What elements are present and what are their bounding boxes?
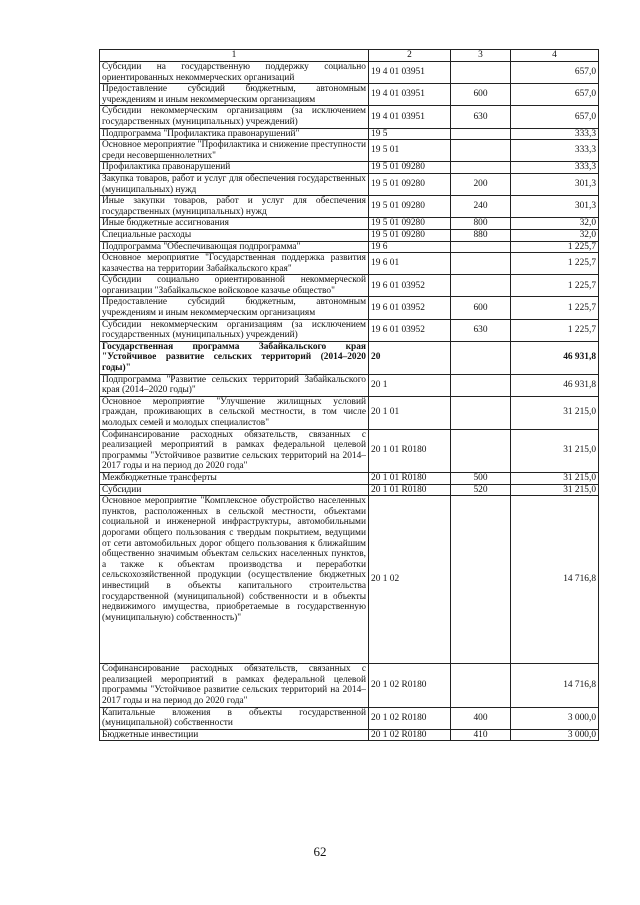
row-type-cell <box>451 374 511 396</box>
table-header-row <box>100 50 599 62</box>
header-col-1: 1 <box>100 50 369 62</box>
row-name-cell: Основное мероприятие "Комплексное обустройство населенных пунктов, расположенных в сельской местности, объектами социальной и инженерной инфраструктуры, автомобильными дорогами общего пользования с твердым покрытием, ведущими от сети автомобильных дорог общего пользования к ближайшим общественно значимым объектам сельских населенных пунктов, а также к объектам производства и переработки сельскохозяйственной продукции (осуществление бюджетных инвестиций в объекты капитального строительства государственной (муниципальной) собственности и в объекты недвижимого имущества, приобретаемые в государственную (муниципальную) собственность)" <box>100 496 369 664</box>
row-code-cell: 19 5 01 09280 <box>369 173 451 195</box>
row-type-cell <box>451 341 511 374</box>
row-name-cell: Софинансирование расходных обязательств, связанных с реализацией мероприятий в рамках федеральной целевой программы "Устойчивое развитие сельских территорий на 2014–2017 годы и на период до 2020 года" <box>100 664 369 707</box>
header-col-2: 2 <box>369 50 451 62</box>
row-name-cell: Профилактика правонарушений <box>100 162 369 174</box>
row-sum-cell: 657,0 <box>511 84 599 106</box>
row-name-cell: Субсидии социально ориентированной некоммерческой организации "Забайкальское войсковое казачье общество" <box>100 275 369 297</box>
row-code-cell: 20 1 01 R0180 <box>369 429 451 472</box>
row-type-cell <box>451 128 511 140</box>
page-number: 62 <box>313 844 327 859</box>
row-code-cell: 19 5 01 <box>369 140 451 162</box>
row-type-cell: 240 <box>451 196 511 218</box>
table-row <box>100 319 599 341</box>
row-sum-cell: 14 716,8 <box>511 496 599 664</box>
row-name-cell: Подпрограмма "Профилактика правонарушений" <box>100 128 369 140</box>
row-name-cell: Предоставление субсидий бюджетным, автономным учреждениям и иным некоммерческим организациям <box>100 297 369 319</box>
row-name-cell: Капитальные вложения в объекты государственной (муниципальной) собственности <box>100 707 369 729</box>
row-sum-cell: 301,3 <box>511 196 599 218</box>
row-code-cell: 19 5 01 09280 <box>369 218 451 230</box>
row-type-cell: 410 <box>451 729 511 741</box>
row-code-cell: 20 1 01 R0180 <box>369 484 451 496</box>
row-name-cell: Основное мероприятие "Государственная поддержка развития казачества на территории Забайкальского края" <box>100 253 369 275</box>
row-sum-cell: 14 716,8 <box>511 664 599 707</box>
row-type-cell <box>451 496 511 664</box>
row-type-cell: 400 <box>451 707 511 729</box>
header-col-3: 3 <box>451 50 511 62</box>
row-code-cell: 19 5 <box>369 128 451 140</box>
row-type-cell <box>451 140 511 162</box>
row-name-cell: Основное мероприятие "Улучшение жилищных условий граждан, проживающих в сельской местности, в том числе молодых семей и молодых специалистов" <box>100 396 369 429</box>
row-name-cell: Субсидии <box>100 484 369 496</box>
row-name-cell: Софинансирование расходных обязательств, связанных с реализацией мероприятий в рамках федеральной целевой программы "Устойчивое развитие сельских территорий на 2014–2017 годы и на период до 2020 года" <box>100 429 369 472</box>
row-sum-cell: 1 225,7 <box>511 253 599 275</box>
row-type-cell <box>451 396 511 429</box>
row-name-cell: Предоставление субсидий бюджетным, автономным учреждениям и иным некоммерческим организациям <box>100 84 369 106</box>
table-row <box>100 396 599 429</box>
row-sum-cell: 301,3 <box>511 173 599 195</box>
row-sum-cell: 46 931,8 <box>511 341 599 374</box>
row-sum-cell: 1 225,7 <box>511 275 599 297</box>
row-sum-cell: 31 215,0 <box>511 484 599 496</box>
row-code-cell: 19 5 01 09280 <box>369 229 451 241</box>
row-code-cell: 20 1 02 <box>369 496 451 664</box>
row-code-cell: 20 1 01 R0180 <box>369 472 451 484</box>
row-code-cell: 19 6 01 03952 <box>369 319 451 341</box>
row-name-cell: Иные закупки товаров, работ и услуг для обеспечения государственных (муниципальных) нужд <box>100 196 369 218</box>
row-type-cell: 630 <box>451 319 511 341</box>
table-row <box>100 162 599 174</box>
row-sum-cell: 333,3 <box>511 128 599 140</box>
row-sum-cell: 3 000,0 <box>511 729 599 741</box>
row-sum-cell: 31 215,0 <box>511 396 599 429</box>
row-sum-cell: 333,3 <box>511 140 599 162</box>
table-row <box>100 472 599 484</box>
budget-table <box>99 49 599 741</box>
row-type-cell <box>451 241 511 253</box>
row-type-cell: 800 <box>451 218 511 230</box>
row-sum-cell: 3 000,0 <box>511 707 599 729</box>
budget-table-body <box>100 50 599 741</box>
row-name-cell: Подпрограмма "Развитие сельских территорий Забайкальского края (2014–2020 годы)" <box>100 374 369 396</box>
row-sum-cell: 32,0 <box>511 229 599 241</box>
table-row <box>100 429 599 472</box>
row-type-cell: 600 <box>451 84 511 106</box>
row-type-cell: 600 <box>451 297 511 319</box>
row-name-cell: Бюджетные инвестиции <box>100 729 369 741</box>
row-code-cell: 19 6 01 03952 <box>369 297 451 319</box>
table-row <box>100 729 599 741</box>
row-name-cell: Закупка товаров, работ и услуг для обеспечения государственных (муниципальных) нужд <box>100 173 369 195</box>
table-row <box>100 297 599 319</box>
row-sum-cell: 1 225,7 <box>511 319 599 341</box>
table-row <box>100 341 599 374</box>
row-name-cell: Государственная программа Забайкальского края "Устойчивое развитие сельских территорий (2014–2020 годы)" <box>100 341 369 374</box>
row-type-cell <box>451 162 511 174</box>
row-code-cell: 19 6 01 03952 <box>369 275 451 297</box>
row-sum-cell: 657,0 <box>511 106 599 128</box>
row-name-cell: Субсидии некоммерческим организациям (за исключением государственных (муниципальных) учреждений) <box>100 106 369 128</box>
table-row <box>100 218 599 230</box>
row-code-cell: 20 1 02 R0180 <box>369 729 451 741</box>
row-type-cell <box>451 62 511 84</box>
table-row <box>100 62 599 84</box>
row-type-cell <box>451 275 511 297</box>
row-type-cell: 520 <box>451 484 511 496</box>
row-name-cell: Межбюджетные трансферты <box>100 472 369 484</box>
row-type-cell <box>451 253 511 275</box>
table-row <box>100 106 599 128</box>
table-row <box>100 229 599 241</box>
row-type-cell: 200 <box>451 173 511 195</box>
row-sum-cell: 657,0 <box>511 62 599 84</box>
table-row <box>100 664 599 707</box>
row-type-cell <box>451 429 511 472</box>
header-col-4: 4 <box>511 50 599 62</box>
table-row <box>100 84 599 106</box>
table-row <box>100 173 599 195</box>
table-row <box>100 253 599 275</box>
row-code-cell: 20 1 02 R0180 <box>369 707 451 729</box>
row-type-cell: 880 <box>451 229 511 241</box>
row-type-cell: 630 <box>451 106 511 128</box>
row-code-cell: 19 4 01 03951 <box>369 62 451 84</box>
row-name-cell: Субсидии некоммерческим организациям (за исключением государственных (муниципальных) учреждений) <box>100 319 369 341</box>
table-row <box>100 496 599 664</box>
row-code-cell: 19 4 01 03951 <box>369 106 451 128</box>
row-code-cell: 20 1 02 R0180 <box>369 664 451 707</box>
row-code-cell: 20 1 <box>369 374 451 396</box>
row-type-cell: 500 <box>451 472 511 484</box>
row-sum-cell: 32,0 <box>511 218 599 230</box>
table-row <box>100 128 599 140</box>
table-row <box>100 374 599 396</box>
table-row <box>100 196 599 218</box>
row-code-cell: 19 4 01 03951 <box>369 84 451 106</box>
table-row <box>100 241 599 253</box>
row-sum-cell: 31 215,0 <box>511 429 599 472</box>
row-name-cell: Иные бюджетные ассигнования <box>100 218 369 230</box>
row-type-cell <box>451 664 511 707</box>
row-sum-cell: 46 931,8 <box>511 374 599 396</box>
row-code-cell: 19 6 <box>369 241 451 253</box>
row-code-cell: 20 1 01 <box>369 396 451 429</box>
row-sum-cell: 1 225,7 <box>511 241 599 253</box>
table-row <box>100 275 599 297</box>
row-code-cell: 19 5 01 09280 <box>369 162 451 174</box>
row-code-cell: 19 6 01 <box>369 253 451 275</box>
row-code-cell: 19 5 01 09280 <box>369 196 451 218</box>
row-sum-cell: 31 215,0 <box>511 472 599 484</box>
row-name-cell: Основное мероприятие "Профилактика и снижение преступности среди несовершеннолетних" <box>100 140 369 162</box>
table-row <box>100 707 599 729</box>
table-row <box>100 484 599 496</box>
row-name-cell: Субсидии на государственную поддержку социально ориентированных некоммерческих организаций <box>100 62 369 84</box>
row-name-cell: Подпрограмма "Обеспечивающая подпрограмма" <box>100 241 369 253</box>
table-row <box>100 140 599 162</box>
row-sum-cell: 1 225,7 <box>511 297 599 319</box>
row-code-cell: 20 <box>369 341 451 374</box>
row-name-cell: Специальные расходы <box>100 229 369 241</box>
row-sum-cell: 333,3 <box>511 162 599 174</box>
